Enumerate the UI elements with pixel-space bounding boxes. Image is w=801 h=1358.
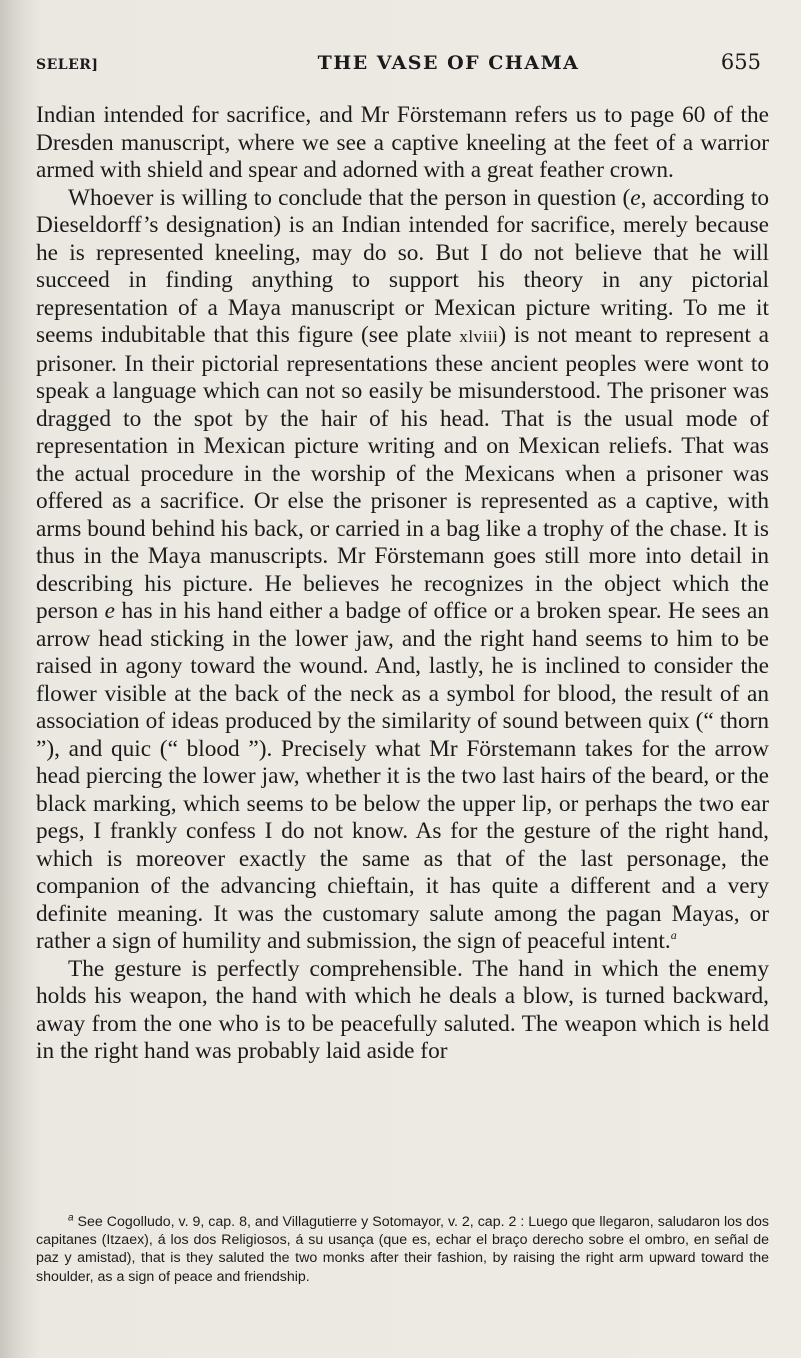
footnote [36,1213,769,1286]
person-e-ref: e [630,184,641,211]
paragraph-2-part-b: , according to Dieseldorff’s designation) is an Indian intended for sacrifice, merely because he is represented kneeling, may do so. But I do not believe that he will succeed in finding anything to support his theory in any pictorial representation of a Maya manuscript or Mexican picture writing. To me it seems indubitable that this figure (see plate [36,184,769,348]
person-e-ref-2: e [104,598,115,624]
running-head: SELER] [36,57,99,73]
paragraph-2-part-c: ) is not meant to represent a prisoner. In their pictorial representations these ancient peoples were wont to speak a language which can not so easily be misunderstood. The prisoner was dragged to the spot by the hair of his head. That is the usual mode of representation in Mexican picture writing and on Mexican reliefs. That was the actual procedure in the worship of the Mexicans when a prisoner was offered as a sacrifice. Or else the prisoner is represented as a captive, with arms bound behind his back, or carried in a bag like a trophy of the chase. It is thus in the Maya manuscripts. Mr Förstemann goes still more into detail in describing his picture. He believes he recognizes in the object which the person [36,322,769,624]
footnote-text: See Cogolludo, v. 9, cap. 8, and Villagutierre y Sotomayor, v. 2, cap. 2 : Luego que llegaron, saludaron los dos capitanes (Itzaex), á los dos Religiosos, á su usança (que es, echar el braço derecho sobre el ombro, en señal de paz y amistad), that is they saluted the two monks after their fashion, by raising the right arm upward toward the shoulder, as a sign of peace and friendship. [36,1214,769,1285]
page-header [36,50,761,76]
footnote-ref-marker: a [670,928,677,943]
paragraph-2 [36,185,769,956]
paragraph-1: Indian intended for sacrifice, and Mr Förstemann refers us to page 60 of the Dresden manuscript, where we see a captive kneeling at the feet of a warrior armed with shield and spear and adorned with a great feather crown. [36,102,769,183]
paragraph-2-part-a: Whoever is willing to conclude that the person in question ( [68,184,631,211]
chapter-title: THE VASE OF CHAMA [317,52,580,74]
body-text [36,102,769,1066]
plate-reference: xlviii [459,327,499,346]
paragraph-2-part-d: has in his hand either a badge of office or a broken spear. He sees an arrow head sticking in the lower jaw, and the right hand seems to him to be raised in agony toward the wound. And, lastly, he is inclined to consider the flower visible at the back of the neck as a symbol for blood, the result of an association of ideas produced by the similarity of sound between quix (“ thorn ”), and quic (“ blood ”). Precisely what Mr Förstemann takes for the arrow head piercing the lower jaw, whether it is the two last hairs of the beard, or the black marking, which seems to be below the upper lip, or perhaps the two ear pegs, I frankly confess I do not know. As for the gesture of the right hand, which is moreover exactly the same as that of the last personage, the companion of the advancing chieftain, it has quite a different and a very definite meaning. It was the customary salute among the pagan Mayas, or rather a sign of humility and submission, the sign of peaceful intent. [36,598,769,954]
footnote-marker: a [68,1212,74,1224]
paragraph-3: The gesture is perfectly comprehensible. The hand in which the enemy holds his weapon, the hand with which he deals a blow, is turned backward, away from the one who is to be peacefully saluted. The weapon which is held in the right hand was probably laid aside for [36,955,769,1064]
page-number: 655 [720,50,761,74]
